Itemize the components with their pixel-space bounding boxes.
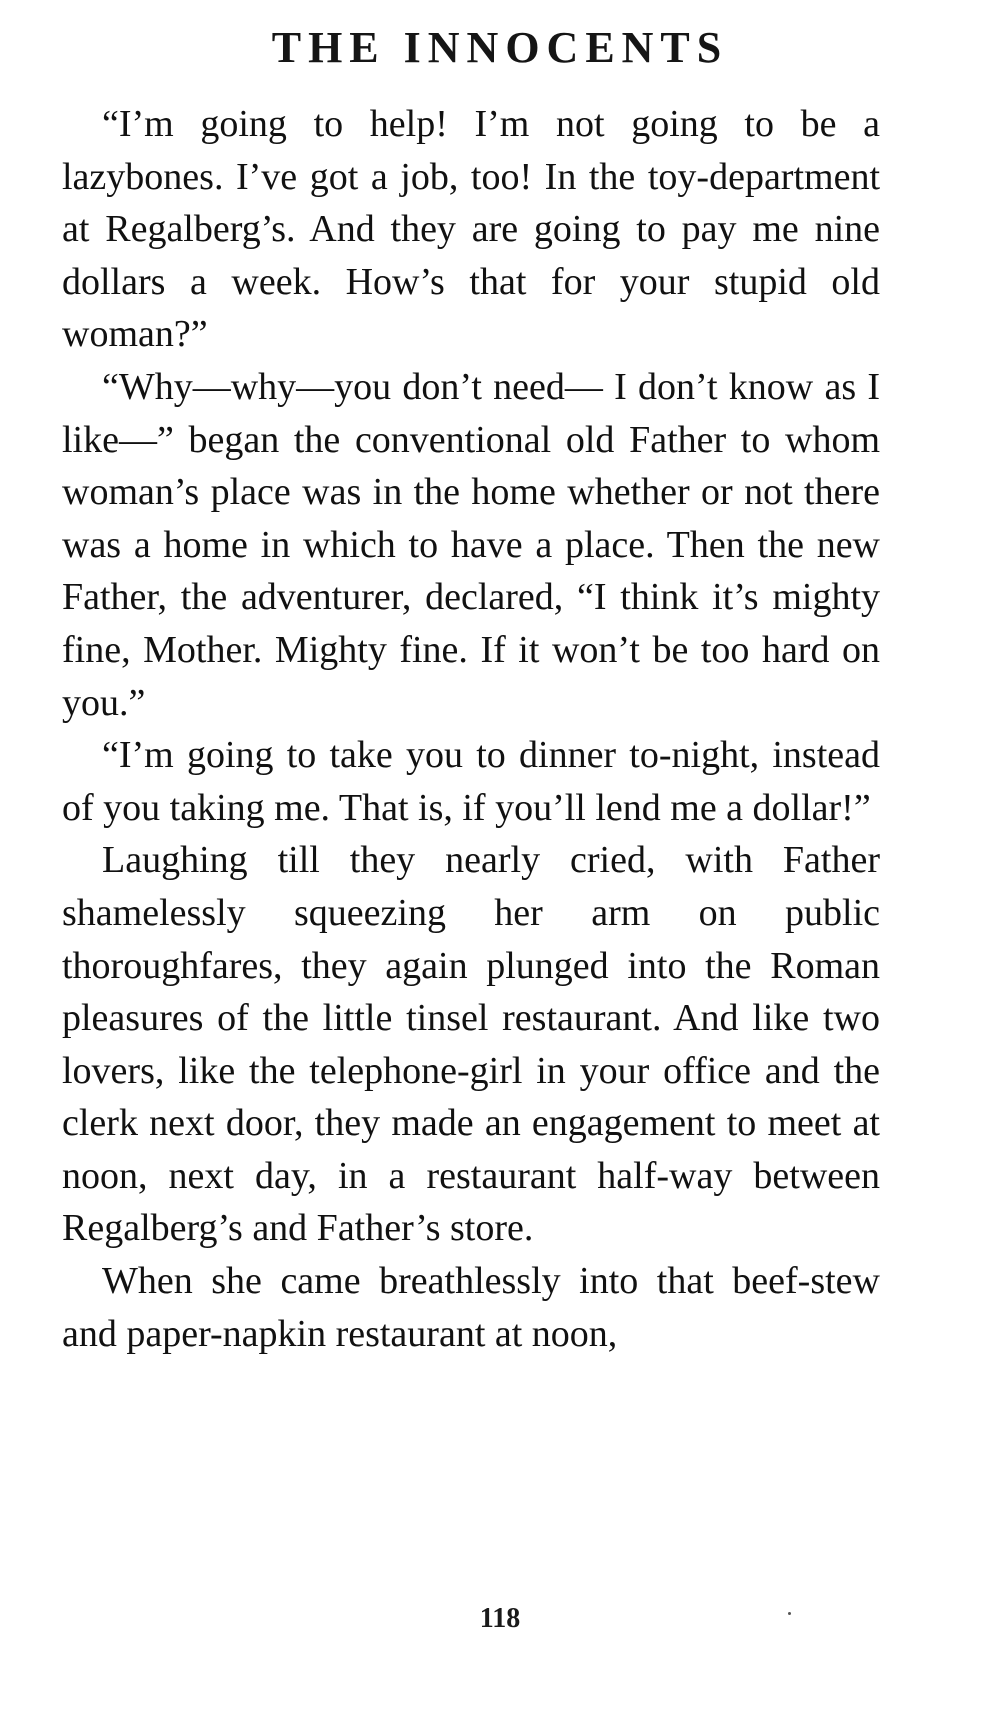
paragraph-4: Laughing till they nearly cried, with Father shamelessly squeezing her arm on public thoroughfares, they again plunged into the Roman pleasures of the little tinsel restaurant. And like two lovers, like the telephone-girl in your office and the clerk next door, they made an engagement to meet at noon, next day, in a restaurant half-way between Regalberg’s and Father’s store. <box>62 839 880 1250</box>
running-title: THE INNOCENTS <box>271 23 729 72</box>
paragraph-1: “I’m going to help! I’m not going to be a lazybones. I’ve got a job, too! In the toy-department at Regalberg’s. And they are going to pay me nine dollars a week. How’s that for your stupid old woman?” <box>62 103 880 356</box>
body-text <box>62 98 880 1360</box>
paragraph-5: When she came breathlessly into that beef-stew and paper-napkin restaurant at noon, <box>62 1260 880 1355</box>
paragraph-2: “Why—why—you don’t need— I don’t know as I like—” began the conventional old Father to whom woman’s place was in the home whether or not there was a home in which to have a place. Then the new Father, the adventurer, declared, “I think it’s mighty fine, Mother. Mighty fine. If it won’t be too hard on you.” <box>62 365 880 724</box>
page-number: 118 <box>479 1603 521 1634</box>
paragraph-3: “I’m going to take you to dinner to-night, instead of you taking me. That is, if you’ll lend me a dollar!” <box>62 734 880 829</box>
